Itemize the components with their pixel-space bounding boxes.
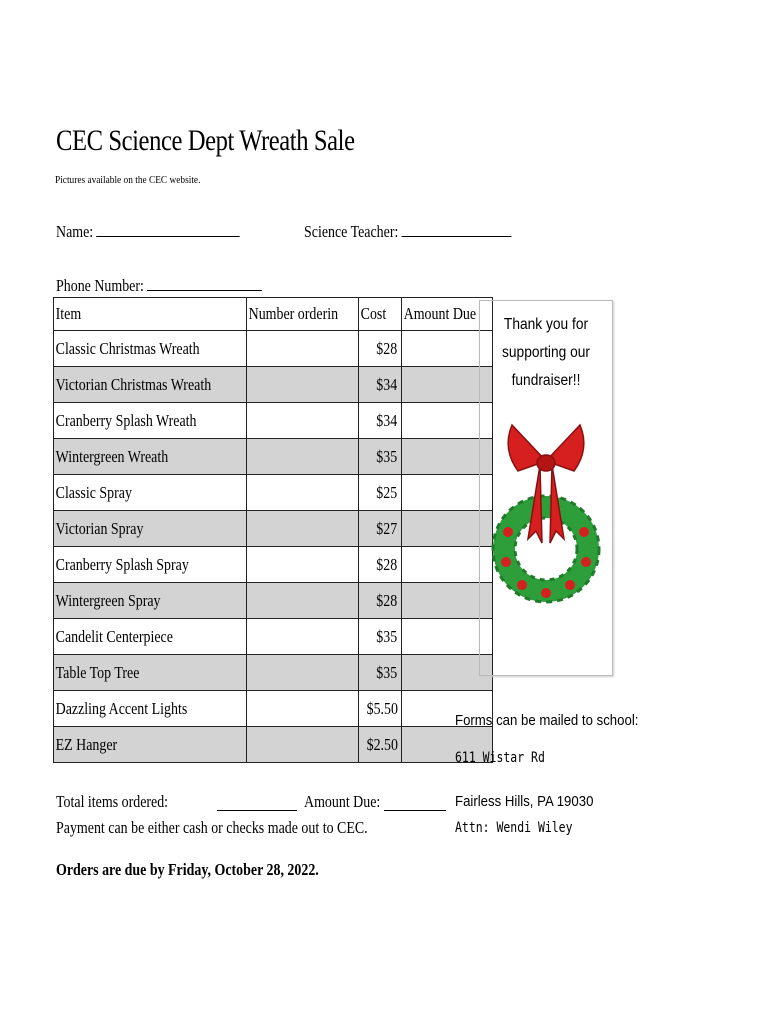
table-row: [54, 583, 493, 619]
item-cell: Cranberry Splash Wreath: [54, 403, 247, 439]
item-cell: Classic Christmas Wreath: [54, 331, 247, 367]
table-row: [54, 331, 493, 367]
thank-you-line-2: supporting our: [502, 344, 590, 361]
page-title: CEC Science Dept Wreath Sale: [56, 124, 355, 157]
mailing-address-street: 611 Wistar Rd: [455, 750, 545, 766]
name-field: [56, 222, 240, 242]
name-blank-line[interactable]: [96, 235, 240, 237]
table-row: [54, 439, 493, 475]
cost-cell: $5.50: [358, 691, 401, 727]
total-items-label: Total items ordered:: [56, 792, 169, 811]
mailing-address-attn: Attn: Wendi Wiley: [455, 820, 573, 836]
number-ordering-cell[interactable]: [246, 655, 358, 691]
column-header-cost: Cost: [358, 298, 401, 331]
number-ordering-cell[interactable]: [246, 367, 358, 403]
science-teacher-label: Science Teacher:: [304, 222, 399, 241]
cost-cell: $27: [358, 511, 401, 547]
cost-cell: $34: [358, 403, 401, 439]
science-teacher-blank-line[interactable]: [402, 235, 512, 237]
order-table: [53, 297, 493, 763]
table-row: [54, 691, 493, 727]
amount-due-label: Amount Due:: [304, 792, 381, 811]
page-subtitle: Pictures available on the CEC website.: [55, 174, 201, 186]
due-date-note: Orders are due by Friday, October 28, 2022.: [56, 860, 319, 879]
amount-due-blank-line[interactable]: [384, 810, 446, 811]
mailing-address-city: Fairless Hills, PA 19030: [455, 793, 594, 810]
number-ordering-cell[interactable]: [246, 331, 358, 367]
item-cell: Classic Spray: [54, 475, 247, 511]
table-row: [54, 727, 493, 763]
payment-note: Payment can be either cash or checks made out to CEC.: [56, 818, 368, 837]
thank-you-line-3: fundraiser!!: [511, 372, 581, 389]
cost-cell: $28: [358, 331, 401, 367]
phone-label: Phone Number:: [56, 276, 144, 295]
item-cell: Cranberry Splash Spray: [54, 547, 247, 583]
table-row: [54, 367, 493, 403]
item-cell: Victorian Christmas Wreath: [54, 367, 247, 403]
table-row: [54, 511, 493, 547]
wreath-icon: [488, 419, 604, 639]
item-cell: EZ Hanger: [54, 727, 247, 763]
column-header-amount-due: Amount Due: [401, 298, 492, 331]
cost-cell: $34: [358, 367, 401, 403]
item-cell: Table Top Tree: [54, 655, 247, 691]
item-cell: Wintergreen Wreath: [54, 439, 247, 475]
item-cell: Candelit Centerpiece: [54, 619, 247, 655]
cost-cell: $35: [358, 439, 401, 475]
science-teacher-field: [304, 222, 512, 242]
phone-field: [56, 276, 262, 296]
table-row: [54, 655, 493, 691]
item-cell: Victorian Spray: [54, 511, 247, 547]
total-items-blank-line[interactable]: [217, 810, 297, 811]
item-cell: Dazzling Accent Lights: [54, 691, 247, 727]
cost-cell: $2.50: [358, 727, 401, 763]
number-ordering-cell[interactable]: [246, 583, 358, 619]
cost-cell: $25: [358, 475, 401, 511]
table-row: [54, 619, 493, 655]
thank-you-card: [479, 300, 613, 676]
number-ordering-cell[interactable]: [246, 547, 358, 583]
column-header-item: Item: [54, 298, 247, 331]
mailing-heading: Forms can be mailed to school:: [455, 712, 639, 729]
cost-cell: $28: [358, 547, 401, 583]
table-row: [54, 475, 493, 511]
number-ordering-cell[interactable]: [246, 439, 358, 475]
phone-blank-line[interactable]: [147, 289, 262, 291]
name-label: Name:: [56, 222, 94, 241]
table-row: [54, 403, 493, 439]
table-header-row: [54, 298, 493, 331]
number-ordering-cell[interactable]: [246, 619, 358, 655]
table-row: [54, 547, 493, 583]
cost-cell: $35: [358, 619, 401, 655]
column-header-number-ordering: Number orderin: [246, 298, 358, 331]
thank-you-line-1: Thank you for: [503, 316, 589, 333]
thank-you-message: [489, 311, 603, 395]
number-ordering-cell[interactable]: [246, 727, 358, 763]
number-ordering-cell[interactable]: [246, 475, 358, 511]
number-ordering-cell[interactable]: [246, 691, 358, 727]
number-ordering-cell[interactable]: [246, 511, 358, 547]
cost-cell: $35: [358, 655, 401, 691]
item-cell: Wintergreen Spray: [54, 583, 247, 619]
number-ordering-cell[interactable]: [246, 403, 358, 439]
cost-cell: $28: [358, 583, 401, 619]
